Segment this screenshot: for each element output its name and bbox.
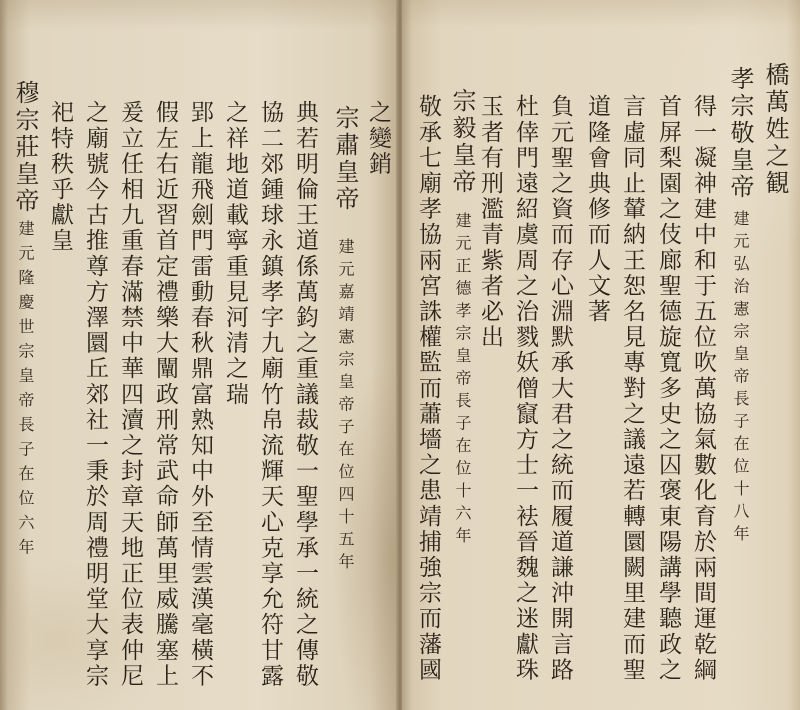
left-page <box>0 0 398 710</box>
left-col-9-text: 之廟號今古推尊方澤圜丘郊社一秉於周禮明堂大享宗 <box>82 100 108 689</box>
right-col-2-reign-note: 建元弘治憲宗皇帝長子在位十八年 <box>731 210 750 548</box>
right-col-1-text: 橋萬姓之観 <box>761 62 789 197</box>
left-col-10-text: 祀特秩乎獻皇 <box>47 100 73 254</box>
left-col-2-emperor-heading: 宗肅皇帝 <box>331 105 359 213</box>
right-col-8-text: 杜倖門遠紹虞周之治戮妖僧竄方士一袪晉魏之迷獻珠 <box>512 94 538 683</box>
right-col-2-emperor-heading: 孝宗敬皇帝 <box>726 66 754 201</box>
left-col-1-text: 之變銷 <box>365 100 391 177</box>
right-col-10-emperor-heading: 宗毅皇帝 <box>448 88 476 196</box>
right-col-11-text: 敬承七廟孝協兩宮誅權監而蕭墻之患靖捕強宗而藩國 <box>415 94 441 683</box>
right-col-10-reign-note: 建元正德孝宗皇帝長子在位十六年 <box>453 212 472 550</box>
left-col-11-reign-note: 建元隆慶世宗皇帝長子在位六年 <box>16 220 35 563</box>
left-col-6-text: 郢上龍飛劍門雷動春秋鼎富熟知中外至情雲漢毫橫不 <box>187 100 213 689</box>
left-col-8-text: 爰立任相九重春滿禁中華四瀆之封章天地正位表仲尼 <box>117 100 143 689</box>
left-col-4-text: 協二郊鍾球永鎮孝字九廟竹帛流輝天心克享允符甘露 <box>257 100 283 689</box>
left-col-7-text: 假左右近習首定禮樂大闡政刑常武命師萬里威騰塞上 <box>152 100 178 689</box>
left-col-2-reign-note: 建元嘉靖憲宗皇帝子在位四十五年 <box>336 238 355 576</box>
right-col-7-text: 負元聖之資而存心淵默承大君之統而履道謙沖開言路 <box>547 94 573 683</box>
right-page <box>402 0 800 710</box>
right-col-5-text: 言虛同止輦納王恕名見專對之議遠若轉圜闕里建而聖 <box>619 94 645 683</box>
right-col-6-text: 道隆會典修而人文著 <box>584 94 610 325</box>
right-col-3-text: 得一凝神建中和于五位吹萬協氣數化育於兩間運乾綱 <box>690 94 716 683</box>
left-col-11-emperor-heading: 穆宗莊皇帝 <box>11 80 39 215</box>
right-col-9-text: 玉者有刑濫青紫者必出 <box>477 94 503 350</box>
right-col-4-text: 首屏梨園之伎廊聖德旋寬多史之囚褒東陽講學聽政之 <box>655 94 681 683</box>
left-col-3-text: 典若明倫王道係萬鈞之重議裁敬一聖學承一統之傳敬 <box>292 100 318 689</box>
left-col-5-text: 之祥地道載寧重見河清之瑞 <box>222 100 248 408</box>
